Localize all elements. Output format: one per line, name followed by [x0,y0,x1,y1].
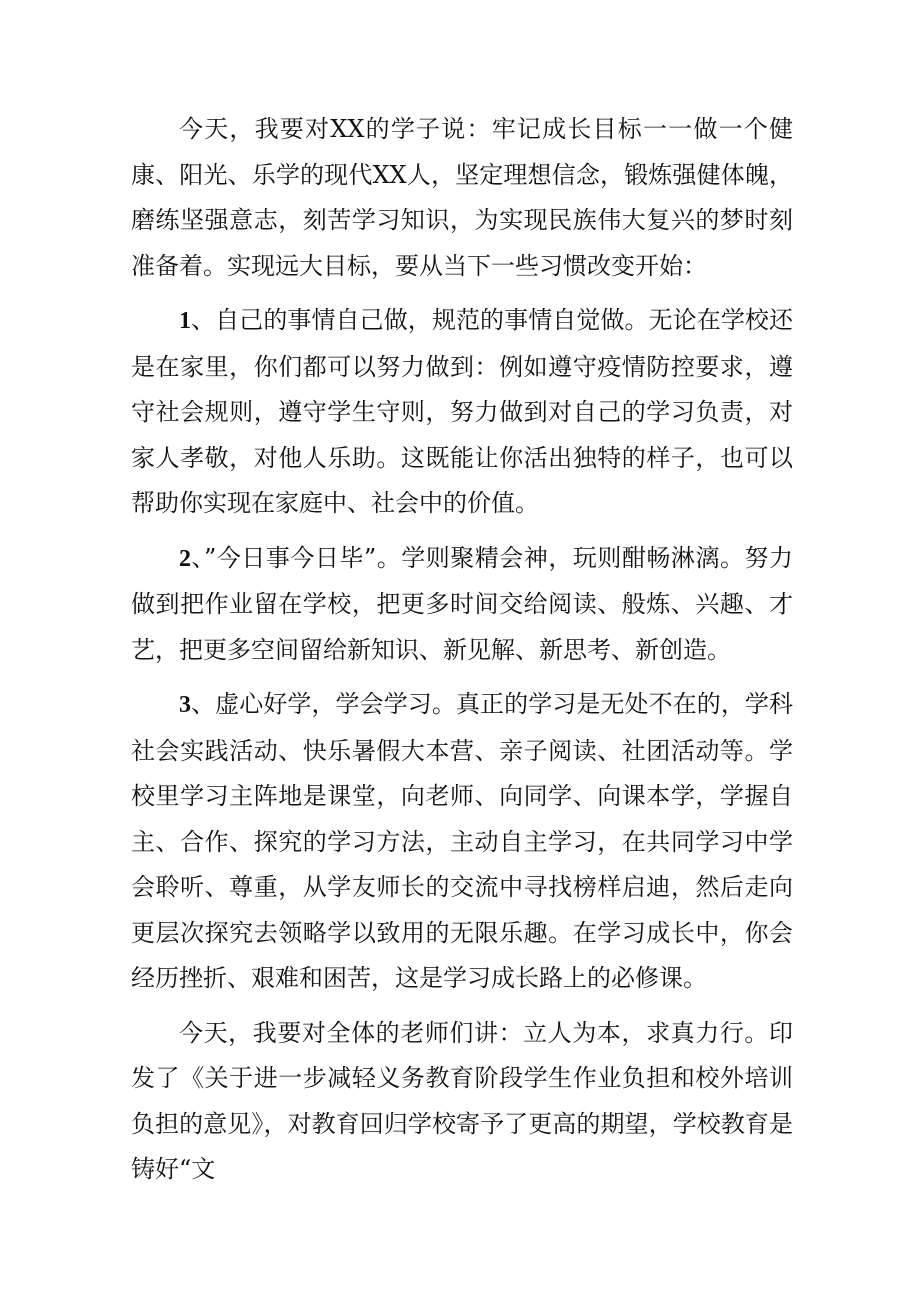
paragraph-item-2 [131,536,793,674]
item-number: 2 [179,545,191,572]
paragraph-intro-students [131,107,793,289]
paragraph-text: 、虚心好学，学会学习。真正的学习是无处不在的，学科社会实践活动、快乐暑假大本营、亲子阅读、社团活动等。学校里学习主阵地是课堂，向老师、向同学、向课本学，学握自主、合作、探究的学习方法，主动自主学习，在共同学习中学会聆听、尊重，从学友师长的交流中寻找榜样启迪，然后走向更层次探究去领略学以致用的无限乐趣。在学习成长中，你会经历挫折、艰难和困苦，这是学习成长路上的必修课。 [131,690,793,992]
item-number: 1 [179,308,191,334]
document-body [131,107,793,1193]
paragraph-text: 今天，我要对XX的学子说：牢记成长目标一一做一个健康、阳光、乐学的现代XX人，坚定理想信念，锻炼强健体魄，磨练坚强意志，刻苦学习知识，为实现民族伟大复兴的梦时刻准备着。实现远大目标，要从当下一些习惯改变开始： [131,115,793,280]
paragraph-item-3 [131,682,793,1002]
paragraph-text: 、”今日事今日毕”。学则聚精会神，玩则酣畅淋漓。努力做到把作业留在学校，把更多时间交给阅读、般炼、兴趣、才艺，把更多空间留给新知识、新见解、新思考、新创造。 [131,543,793,664]
paragraph-intro-teachers [131,1011,793,1193]
paragraph-item-1 [131,298,793,527]
item-number: 3 [179,692,191,718]
paragraph-text: 今天，我要对全体的老师们讲：立人为本，求真力行。印发了《关于进一步减轻义务教育阶段学生作业负担和校外培训负担的意见》，对教育回归学校寄予了更高的期望，学校教育是铸好“文 [131,1018,793,1183]
paragraph-text: 、自己的事情自己做，规范的事情自觉做。无论在学校还是在家里，你们都可以努力做到：例如遵守疫情防控要求，遵守社会规则，遵守学生守则，努力做到对自己的学习负责，对家人孝敬，对他人乐助。这既能让你活出独特的样子，也可以帮助你实现在家庭中、社会中的价值。 [131,306,793,517]
